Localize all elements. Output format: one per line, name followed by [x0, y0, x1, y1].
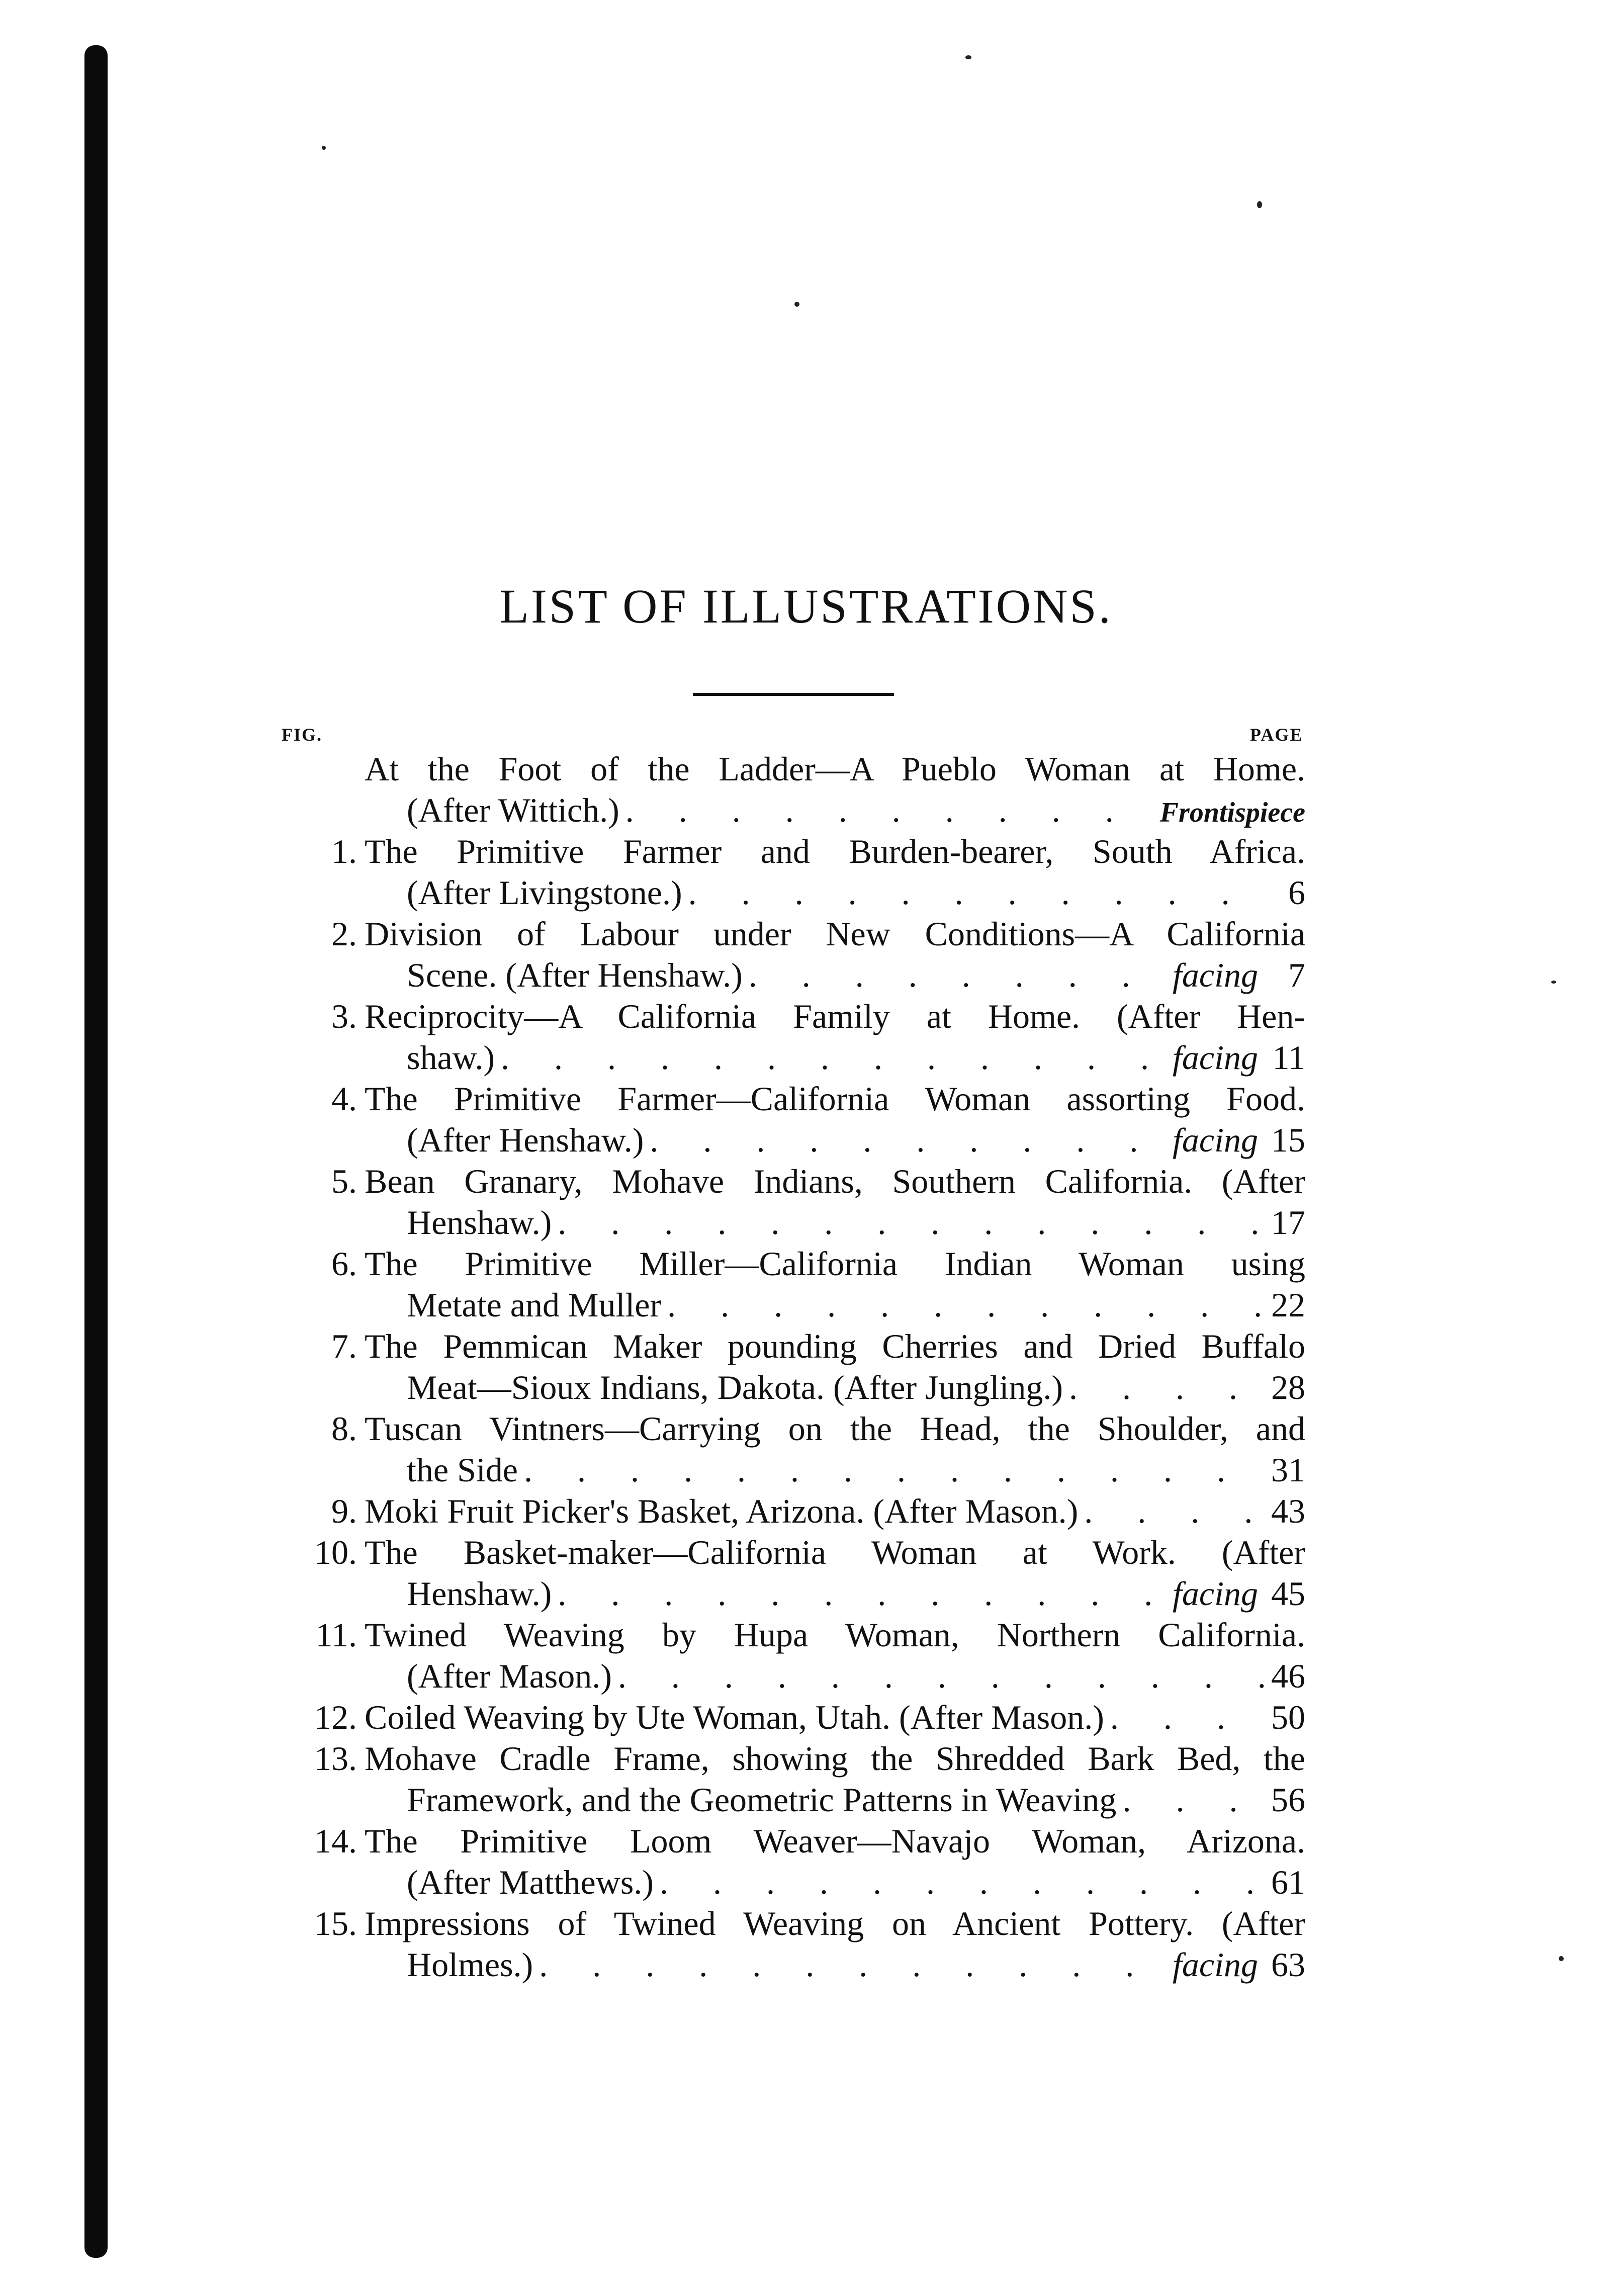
list-item: [282, 1738, 1305, 1820]
facing-label: facing: [1173, 1574, 1258, 1613]
page-number: 17: [1271, 1203, 1305, 1242]
facing-label: facing: [1173, 956, 1258, 994]
dot-leader: [1110, 1697, 1264, 1738]
caption-text-continued: (After Livingstone.): [407, 873, 682, 912]
dot-leader: [558, 1202, 1264, 1243]
page-number: 56: [1271, 1781, 1305, 1819]
caption-text-continued: (After Wittich.): [407, 791, 619, 829]
dot-leader: [524, 1449, 1264, 1490]
column-header-page: PAGE: [1250, 725, 1303, 745]
illustrations-list: [282, 748, 1305, 1985]
caption-text-continued: Meat—Sioux Indians, Dakota. (After Jungling.): [407, 1368, 1063, 1406]
figure-number: 8.: [331, 1409, 357, 1448]
page-number: 11: [1272, 1038, 1305, 1077]
facing-label: facing: [1173, 1946, 1258, 1984]
caption-text: Reciprocity—A California Family at Home. (After Hen-: [365, 997, 1305, 1035]
dot-leader: [749, 954, 1167, 996]
page-number: Frontispiece: [1159, 797, 1305, 828]
facing-label: facing: [1173, 1038, 1258, 1077]
dot-leader: [650, 1119, 1167, 1161]
caption-text-continued: Metate and Muller: [407, 1286, 662, 1324]
figure-number: 1.: [331, 832, 357, 870]
caption-text-continued: Scene. (After Henshaw.): [407, 956, 743, 994]
page-number: 7: [1288, 956, 1305, 994]
caption-text-continued: the Side: [407, 1451, 518, 1489]
caption-text-continued: Henshaw.): [407, 1574, 552, 1613]
figure-number: 9.: [331, 1492, 357, 1530]
caption-text: At the Foot of the Ladder—A Pueblo Woman at Home.: [365, 750, 1305, 788]
figure-number: 4.: [331, 1080, 357, 1118]
list-item: [282, 996, 1305, 1078]
dot-leader: [667, 1284, 1264, 1326]
caption-text: Twined Weaving by Hupa Woman, Northern California.: [365, 1616, 1305, 1654]
list-item: [282, 1490, 1305, 1532]
caption-text-continued: Henshaw.): [407, 1203, 552, 1242]
page-number: 45: [1271, 1574, 1305, 1613]
list-item: [282, 1820, 1305, 1903]
page-number: 22: [1271, 1286, 1305, 1324]
caption-text: Bean Granary, Mohave Indians, Southern California. (After: [365, 1162, 1305, 1200]
list-item: [282, 1614, 1305, 1697]
dot-leader: [660, 1862, 1264, 1903]
list-item: [282, 913, 1305, 996]
caption-text: Division of Labour under New Conditions—A California: [365, 915, 1305, 953]
figure-number: 5.: [331, 1162, 357, 1200]
figure-number: 6.: [331, 1245, 357, 1283]
page-number: 31: [1271, 1451, 1305, 1489]
dot-leader: [1069, 1367, 1264, 1408]
page-number: 61: [1271, 1863, 1305, 1901]
figure-number: 10.: [314, 1533, 357, 1571]
page-number: 50: [1271, 1698, 1305, 1736]
ink-speck: [1551, 981, 1556, 984]
caption-text: The Primitive Farmer—California Woman assorting Food.: [365, 1080, 1305, 1118]
page-title: LIST OF ILLUSTRATIONS.: [499, 579, 1113, 633]
list-item: [282, 831, 1305, 913]
figure-number: 11.: [315, 1616, 357, 1654]
caption-text: Mohave Cradle Frame, showing the Shredded Bark Bed, the: [365, 1739, 1305, 1778]
ink-speck: [965, 55, 971, 59]
dot-leader: [625, 789, 1154, 831]
dot-leader: [1084, 1490, 1264, 1532]
caption-text: Tuscan Vintners—Carrying on the Head, the Shoulder, and: [365, 1409, 1305, 1448]
dot-leader: [501, 1037, 1167, 1078]
list-item: [282, 1161, 1305, 1243]
column-header-fig: FIG.: [282, 725, 323, 745]
figure-number: 12.: [314, 1698, 357, 1736]
caption-text-continued: (After Mason.): [407, 1657, 612, 1695]
dot-leader: [1122, 1779, 1264, 1820]
figure-number: 15.: [314, 1904, 357, 1942]
list-item: [282, 1243, 1305, 1326]
caption-text-continued: Holmes.): [407, 1946, 533, 1984]
dot-leader: [558, 1573, 1167, 1614]
page-binding-edge: [84, 45, 108, 2258]
list-item: [282, 1903, 1305, 1985]
page-number: 46: [1271, 1657, 1305, 1695]
list-item: [282, 1697, 1305, 1738]
caption-text: Moki Fruit Picker's Basket, Arizona. (After Mason.): [365, 1492, 1079, 1530]
caption-text: The Primitive Loom Weaver—Navajo Woman, Arizona.: [365, 1822, 1305, 1860]
ink-speck: [794, 302, 799, 307]
figure-number: 2.: [331, 915, 357, 953]
dot-leader: [688, 872, 1264, 913]
caption-text: The Primitive Farmer and Burden-bearer, South Africa.: [365, 832, 1305, 870]
page-number: 63: [1271, 1946, 1305, 1984]
caption-text: The Basket-maker—California Woman at Work. (After: [365, 1533, 1305, 1571]
page-number: 15: [1271, 1121, 1305, 1159]
list-item: [282, 1326, 1305, 1408]
caption-text: The Pemmican Maker pounding Cherries and Dried Buffalo: [365, 1327, 1305, 1365]
list-item: [282, 1532, 1305, 1614]
page-number: 28: [1271, 1368, 1305, 1406]
ink-speck: [1257, 201, 1262, 208]
figure-number: 7.: [331, 1327, 357, 1365]
ink-speck: [1559, 1956, 1564, 1961]
list-item: [282, 748, 1305, 831]
dot-leader: [539, 1944, 1167, 1985]
figure-number: 13.: [314, 1739, 357, 1778]
list-item: [282, 1408, 1305, 1490]
list-item: [282, 1078, 1305, 1161]
caption-text-continued: (After Henshaw.): [407, 1121, 644, 1159]
page-number: 6: [1288, 873, 1305, 912]
title-rule: [693, 693, 894, 696]
page-number: 43: [1271, 1492, 1305, 1530]
caption-text-continued: (After Matthews.): [407, 1863, 654, 1901]
caption-text-continued: Framework, and the Geometric Patterns in Weaving: [407, 1781, 1117, 1819]
facing-label: facing: [1173, 1121, 1258, 1159]
figure-number: 3.: [331, 997, 357, 1035]
ink-speck: [322, 146, 326, 150]
caption-text-continued: shaw.): [407, 1038, 495, 1077]
caption-text: Impressions of Twined Weaving on Ancient Pottery. (After: [365, 1904, 1305, 1942]
figure-number: 14.: [314, 1822, 357, 1860]
dot-leader: [618, 1655, 1264, 1697]
caption-text: Coiled Weaving by Ute Woman, Utah. (After Mason.): [365, 1698, 1104, 1736]
caption-text: The Primitive Miller—California Indian Woman using: [365, 1245, 1305, 1283]
